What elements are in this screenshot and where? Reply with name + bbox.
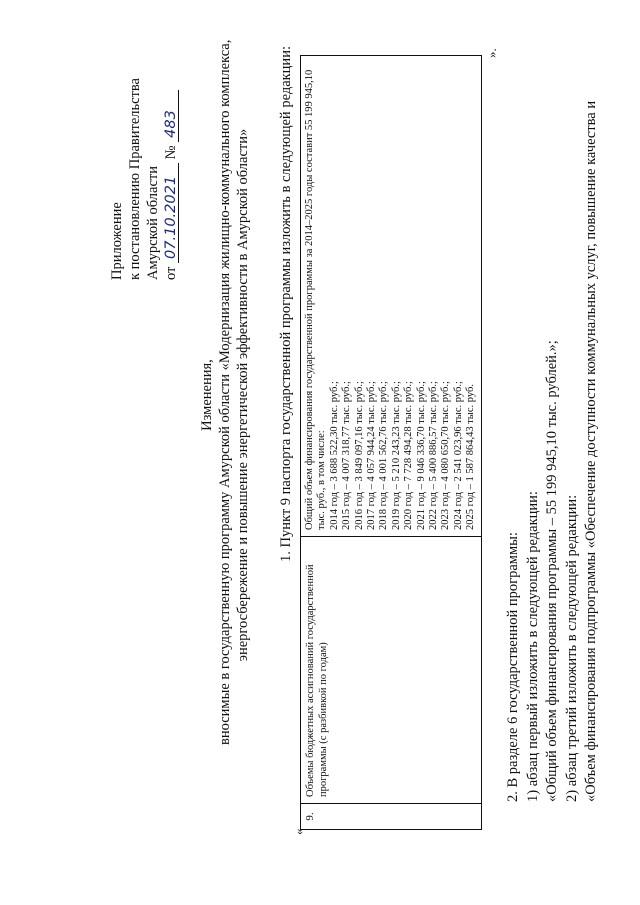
year-line: 2015 год – 4 007 318,77 тыс. руб.;	[341, 381, 353, 530]
year-line: 2025 год – 1 587 864,43 тыс. руб.	[465, 384, 477, 530]
title-heading: Изменения,	[199, 359, 215, 431]
year-line: 2024 год – 2 541 023,96 тыс. руб.;	[452, 381, 464, 530]
appendix-number: 483	[164, 90, 179, 142]
title-line-2: энергосбережение и повышение энергетической эффективности в Амурской области»	[235, 128, 251, 662]
appendix-from-prefix: от	[163, 266, 179, 280]
appendix-region-line: Амурской области	[145, 166, 161, 280]
appendix-block	[108, 78, 180, 280]
year-line: 2017 год – 4 057 944,24 тыс. руб.;	[366, 381, 378, 530]
year-line: 2022 год – 5 400 886,57 тыс. руб.;	[428, 381, 440, 530]
row-value	[301, 56, 482, 537]
year-line: 2023 год – 4 080 650,70 тыс. руб.;	[440, 381, 452, 530]
row-label: Объемы бюджетных ассигнований государственной программы (с разбивкой по годам)	[301, 537, 482, 804]
appendix-date-line	[162, 78, 180, 280]
year-line: 2018 год – 4 001 562,76 тыс. руб.;	[378, 381, 390, 530]
section-2-line-4: 2) абзац третий изложить в следующей редакции:	[563, 494, 580, 802]
section-2-line-2: 1) абзац первый изложить в следующей редакции:	[524, 491, 541, 802]
section-2-line-3: «Общий объем финансирования программы – 55 199 945,10 тыс. рублей.»;	[544, 340, 560, 802]
row-number: 9.	[301, 804, 482, 830]
quote-close: ».	[484, 48, 499, 58]
appendix-number-label: №	[163, 145, 179, 160]
year-line: 2014 год – 3 688 522,30 тыс. руб.;	[328, 381, 340, 530]
value-intro: Общий объем финансирования государственной программы за 2014–2025 годы составит 55 199 945,10 тыс. руб., в том числе:	[304, 69, 328, 530]
year-line: 2016 год – 3 849 097,16 тыс. руб.;	[353, 381, 365, 530]
appendix-resolution-line: к постановлению Правительства	[127, 78, 143, 280]
section-2-line-1: 2. В разделе 6 государственной программы:	[505, 532, 521, 802]
passport-table	[300, 55, 482, 830]
section-2-line-5: «Объем финансирования подпрограммы «Обеспечение доступности коммунальных услуг, повышение качества и	[583, 100, 599, 802]
year-line: 2019 год – 5 210 243,23 тыс. руб.;	[390, 381, 402, 530]
title-line-1: вносимые в государственную программу Амурской области «Модернизация жилищно-коммунального комплекса,	[217, 39, 233, 745]
paragraph-1: 1. Пункт 9 паспорта государственной программы изложить в следующей редакции:	[278, 46, 294, 562]
appendix-title: Приложение	[109, 202, 125, 280]
quote-open: «	[291, 828, 306, 835]
appendix-date: 07.10.2021	[164, 163, 179, 263]
document-title	[198, 39, 252, 745]
year-line: 2021 год – 9 046 336,70 тыс. руб.;	[415, 381, 427, 530]
year-line: 2020 год – 7 728 494,28 тыс. руб.;	[403, 381, 415, 530]
table-row	[301, 56, 482, 830]
section-2	[504, 101, 602, 830]
